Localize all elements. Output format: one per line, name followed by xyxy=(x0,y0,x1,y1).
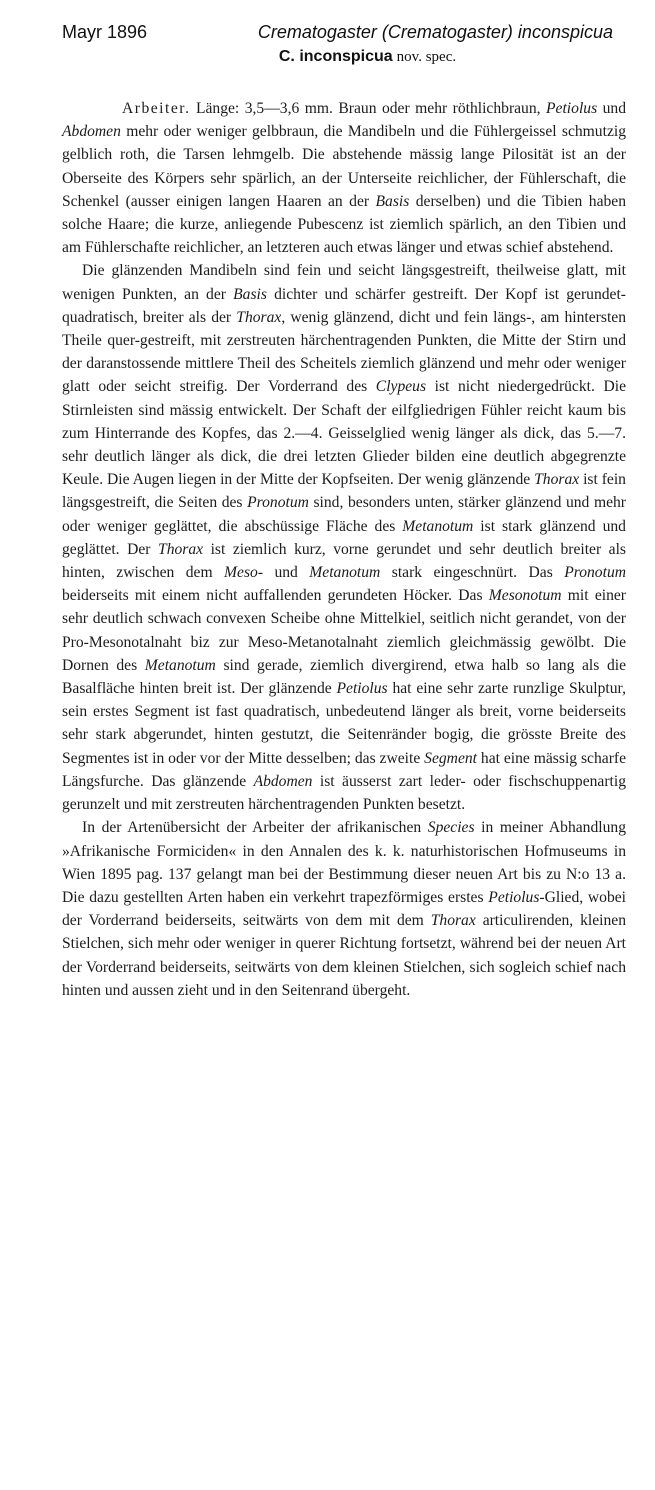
text-run: und xyxy=(263,564,310,582)
text-run: In der Artenübersicht der Arbeiter der afrikanischen xyxy=(82,819,428,837)
text-run: articulirenden, kleinen Stielchen, sich mehr oder weniger in querer Richtung fortsetzt, während bei der neuen Art der Vorderrand beiderseits, seitwärts von dem kleinen Stielchen, sich sogleich schief nach hinten und aussen zieht und in den Seitenrand übergeht. xyxy=(62,912,626,999)
text-run: und xyxy=(597,100,626,117)
text-run: ist stark glänzend und geglättet. Der xyxy=(62,517,626,558)
italic-term: Thorax xyxy=(158,540,204,558)
italic-term: Thorax xyxy=(236,308,282,326)
italic-term: Metanotum xyxy=(309,564,381,582)
spaced-heading-word: Arbeiter. xyxy=(122,100,191,117)
text-run: beiderseits mit einem nicht auffallenden gerundeten Höcker. Das xyxy=(62,587,489,605)
italic-term: Petiolus xyxy=(546,100,598,117)
italic-term: Segment xyxy=(424,749,477,767)
italic-term: Pronotum xyxy=(564,564,626,582)
paragraph-key-remarks xyxy=(62,816,626,1002)
paragraph-worker-description xyxy=(62,97,626,259)
italic-term: Basis xyxy=(233,285,267,303)
italic-term: Thorax xyxy=(430,912,476,930)
italic-term: Clypeus xyxy=(375,378,427,396)
italic-term: Mesonotum xyxy=(488,587,562,605)
text-run: ist nicht niedergedrückt. Die Stirnleisten sind mässig entwickelt. Der Schaft der eilfgliedrigen Fühler reicht kaum bis zum Hinterrande des Kopfes, das 2.—4. Geisselglied wenig länger als dick, das 5.—7. sehr deutlich länger als dick, die drei letzten Glieder bilden eine deutlich abgegrenzte Keule. Die Augen liegen in der Mitte der Kopfseiten. Der wenig glänzende xyxy=(62,378,626,489)
text-run: hat eine sehr zarte runzlige Skulptur, sein erstes Segment ist fast quadratisch, unbedeutend länger als breit, vorne beiderseits sehr stark abgerundet, hinten gestutzt, die Seitenränder bogig, die grösste Breite des Segmentes ist in oder vor der Mitte desselben; das zweite xyxy=(62,680,627,767)
italic-term: Basis xyxy=(375,192,410,210)
italic-term: Pronotum xyxy=(247,494,309,512)
italic-term: Abdomen xyxy=(62,123,121,141)
text-run: mehr oder weniger gelbbraun, die Mandibeln und die Fühlergeissel schmutzig gelblich roth, die Tarsen lehmgelb. Die abstehende mässig lange Pilosität ist an der Oberseite des Körpers sehr spärlich, an der Unterseite reichlicher, der Fühlerschaft, die Schenkel (ausser einigen langen Haaren an der xyxy=(62,123,626,210)
text-run: sind, besonders unten, stärker glänzend und mehr oder weniger geglättet, die abschüssige Fläche des xyxy=(62,494,626,535)
text-run: -Glied, wobei der Vorderrand beiderseits, seitwärts von dem mit dem xyxy=(62,888,626,930)
text-run: in meiner Abhandlung »Afrikanische Formiciden« in den Annalen des k. k. naturhistorischen Hofmuseums in Wien 1895 pag. 137 gelangt man bei der Bestimmung dieser neuen Art bis zu N:o 13 a. Die dazu gestellten Arten haben ein verkehrt trapezförmiges erstes xyxy=(62,819,626,906)
italic-term: Petiolus xyxy=(488,888,540,906)
text-run: derselben) und die Tibien haben solche Haare; die kurze, anliegende Pubescenz ist ziemlich spärlich, an den Tibien und am Fühlerschafte reichlicher, an letzteren auch etwas länger und etwas schief abstehend. xyxy=(62,192,627,257)
italic-term: Thorax xyxy=(534,471,580,489)
italic-term: Metanotum xyxy=(402,517,474,535)
species-heading xyxy=(0,48,655,66)
italic-term: Species xyxy=(427,819,475,837)
text-run: stark eingeschnürt. Das xyxy=(380,564,565,582)
text-run: hat eine mässig scharfe Längsfurche. Das glänzende xyxy=(62,749,627,790)
text-run: dichter und schärfer gestreift. Der Kopf ist gerundet-quadratisch, breiter als der xyxy=(62,285,626,326)
header-author-year: Mayr 1896 xyxy=(62,22,148,42)
species-name: C. inconspicua xyxy=(278,48,393,65)
text-run: ist ziemlich kurz, vorne gerundet und sehr deutlich breiter als hinten, zwischen dem xyxy=(62,540,626,582)
text-run: Die glänzenden Mandibeln sind fein und seicht längsgestreift, theilweise glatt, mit wenigen Punkten, an der xyxy=(62,262,626,303)
text-run: ist äusserst zart leder- oder fischschuppenartig gerunzelt und mit zerstreuten härchentragenden Punkten besetzt. xyxy=(62,772,627,814)
text-run: Länge: 3,5—3,6 mm. Braun oder mehr röthlichbraun, xyxy=(190,100,547,117)
italic-term: Petiolus xyxy=(336,680,388,698)
header-taxon-title: Crematogaster (Crematogaster) inconspicua xyxy=(257,22,613,42)
description-body xyxy=(62,97,626,1002)
italic-term: Meso- xyxy=(224,564,264,582)
species-note: nov. spec. xyxy=(396,49,457,65)
text-run: mit einer sehr deutlich schwach convexen Scheibe ohne Mittelkiel, seitlich nicht gerandet, von der Pro-Mesonotalnaht biz zur Meso-Metanotalnaht ziemlich gleichmässig gewölbt. Die Dornen des xyxy=(62,587,626,674)
text-run: sind gerade, ziemlich divergirend, etwa halb so lang als die Basalfläche hinten breit ist. Der glänzende xyxy=(62,656,626,698)
italic-term: Abdomen xyxy=(253,772,313,790)
text-run: ist fein längsgestreift, die Seiten des xyxy=(62,471,626,512)
paragraph-morphology xyxy=(62,259,626,816)
text-run: , wenig glänzend, dicht und fein längs-, am hintersten Theile quer-gestreift, mit zerstreuten härchentragenden Punkten, die Mitte der Stirn und der daranstossende mittlere Theil des Scheitels ziemlich glänzend und mehr oder weniger glatt oder seicht streifig. Der Vorderrand des xyxy=(62,308,626,396)
italic-term: Metanotum xyxy=(144,656,216,674)
